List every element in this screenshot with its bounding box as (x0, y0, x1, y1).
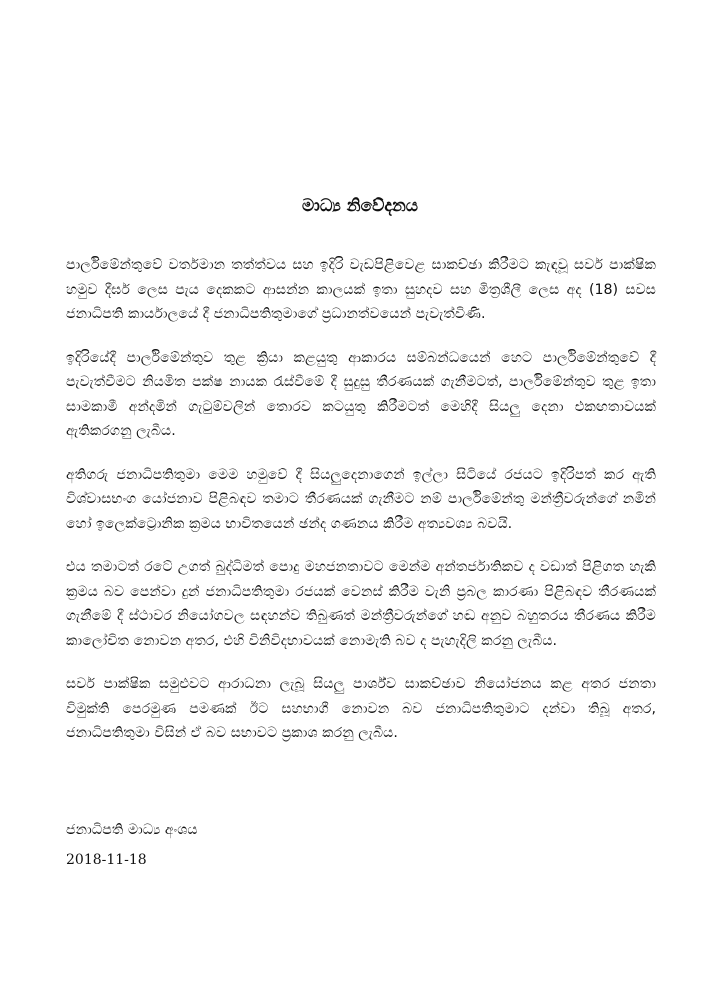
paragraph-3: අතිගරු ජනාධිපතිතුමා මෙම හමුවේ දී සියලුදෙනාගෙන් ඉල්ලා සිටියේ රජයට ඉදිරිපත් කර ඇති විශ්වාසභංග යෝජනාව පිළිබඳව තමාට තීරණයක් ගැනීමට නම් පාර්ලිමේන්තු මන්ත්‍රීවරුන්ගේ නමින් හෝ ඉලෙක්ට්‍රොනික ක්‍රමය භාවිතයෙන් ඡන්ද ගණනය කිරීම අත්‍යවශ්‍ය බවයි. (66, 466, 656, 532)
document-title: මාධ්‍ය නිවේදනය (302, 196, 418, 216)
paragraph-2: ඉදිරියේදී පාර්ලිමේන්තුව තුළ ක්‍රියා කළයුතු ආකාරය සම්බන්ධයෙන් හෙට පාර්ලිමේන්තුවේ දී පැවැත්වීමට නියමිත පක්ෂ නායක රැස්වීමේ දී සුදුසු තීරණයක් ගැනීමටත්, පාර්ලිමේන්තුව තුළ ඉතා සාමකාමී අන්දමින් ගැටුම්වලින් තොරව කටයුතු කිරීමටත් මෙහිදී සියලු දෙනා එකඟතාවයක් ඇතිකරගනු ලැබීය. (66, 349, 656, 439)
document-body (66, 253, 656, 765)
paragraph-1: පාර්ලිමේන්තුවේ වර්තමාන තත්ත්වය සහ ඉදිරි වැඩපිළිවෙළ සාකච්ඡා කිරීමට කැඳවූ සර්ව පාක්ෂික හමුව දීර්ඝ ලෙස පැය දෙකකට ආසන්න කාලයක් ඉතා සුහදව සහ මිත්‍රශීලී ලෙස අද (18) සවස ජනාධිපති කාර්යාලයේ දී ජනාධිපතිතුමාගේ ප්‍රධානත්වයෙන් පැවැත්විණි. (66, 257, 656, 322)
release-date: 2018-11-18 (66, 852, 147, 868)
paragraph-4: එය තමාටත් රටේ උගත් බුද්ධිමත් පොදු මහජනතාවට මෙන්ම අන්තර්ජාතිකව ද වඩාත් පිළිගත හැකි ක්‍රමය බව පෙන්වා දුන් ජනාධිපතිතුමා රජයක් වෙනස් කිරීම වැනි ප්‍රබල කාරණා පිළිබඳව තීරණයක් ගැනීමේ දී ස්ථාවර නියෝගවල සඳහන්ව තිබුණත් මන්ත්‍රීවරුන්ගේ හඬ අනුව බහුතරය තීරණය කිරීම කාලෝචිත නොවන අතර, එහි විනිවිදභාවයක් නොමැති බව ද පැහැදිලි කරනු ලැබීය. (66, 559, 656, 649)
issuing-office: ජනාධිපති මාධ්‍ය අංශය (66, 822, 198, 838)
paragraph-5: සර්ව පාක්ෂික සමුළුවට ආරාධනා ලැබූ සියලු පාර්ශ්ව සාකච්ඡාව නියෝජනය කළ අතර ජනතා විමුක්ති පෙරමුණ පමණක් ඊට සහභාගී නොවන බව ජනාධිපතිතුමාට දන්වා තිබූ අතර, ජනාධිපතිතුමා විසින් ඒ බව සභාවට ප්‍රකාශ කරනු ලැබීය. (66, 676, 656, 741)
